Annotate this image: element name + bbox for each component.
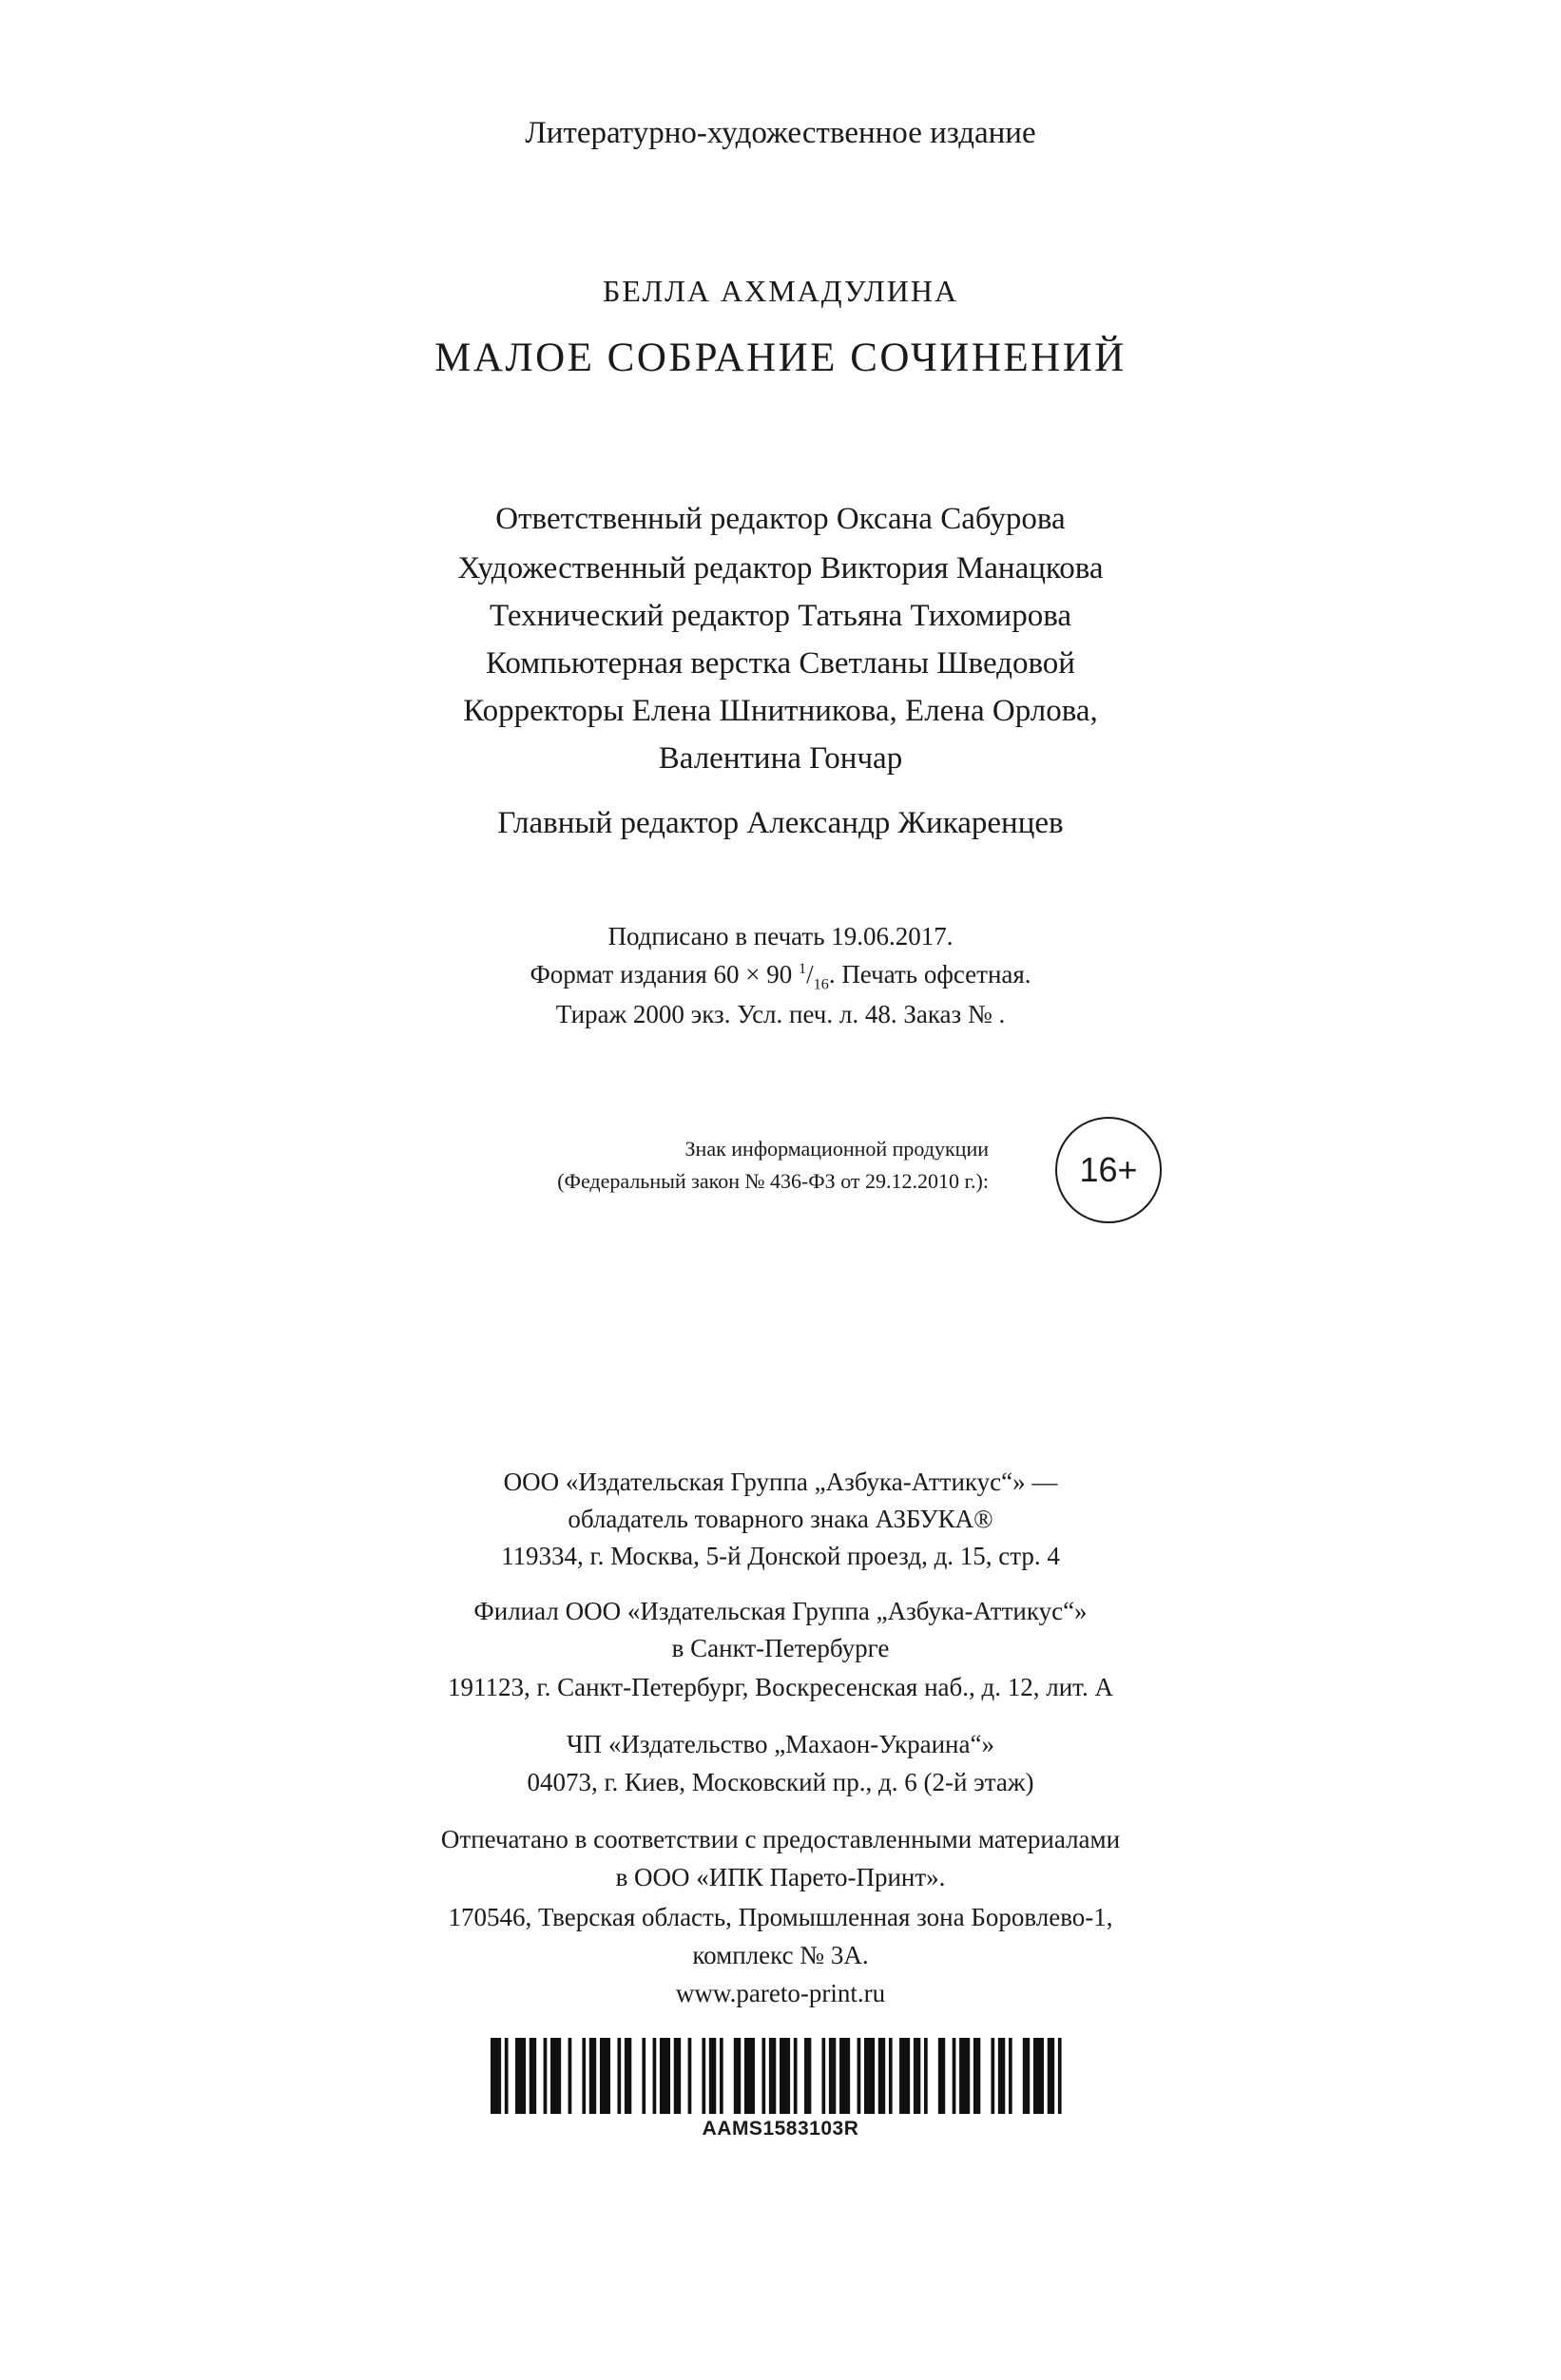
credit-line: Компьютерная верстка Светланы Шведовой [486, 646, 1075, 681]
printer-website: www.pareto-print.ru [675, 1979, 886, 2007]
barcode-bar [720, 2038, 723, 2114]
publisher-line: в Санкт-Петербурге [671, 1634, 890, 1662]
format-line: Формат издания 60 × 90 $^1/_{16}$. Печать офсетная. [530, 960, 1031, 993]
barcode-bar [839, 2038, 850, 2114]
barcode-bar [544, 2038, 548, 2114]
barcode-bar [505, 2038, 509, 2114]
credit-line: Художественный редактор Виктория Манацкова [457, 551, 1104, 585]
barcode-bar [734, 2038, 741, 2114]
barcode-bar [653, 2038, 657, 2114]
barcode-bar [914, 2038, 920, 2114]
barcode [491, 2038, 1069, 2114]
barcode-bar [642, 2038, 646, 2114]
barcode-bar [660, 2038, 670, 2114]
publisher-line: 119334, г. Москва, 5-й Донской проезд, д. 15, стр. 4 [501, 1542, 1060, 1570]
barcode-bar [953, 2038, 956, 2114]
barcode-bar [702, 2038, 705, 2114]
barcode-bar [1023, 2038, 1030, 2114]
barcode-bar [589, 2038, 596, 2114]
edition-type-label: Литературно-художественное издание [525, 116, 1036, 150]
printer-line: в ООО «ИПК Парето-Принт». [615, 1863, 946, 1891]
credit-line: Корректоры Елена Шнитникова, Елена Орлова, [463, 694, 1098, 728]
age-rating-badge: 16+ [1055, 1117, 1162, 1223]
credit-line: Валентина Гончар [658, 741, 903, 776]
barcode-bar [1058, 2038, 1062, 2114]
barcode-bar [959, 2038, 970, 2114]
publisher-line: обладатель товарного знака АЗБУКА® [568, 1505, 993, 1533]
signed-to-print: Подписано в печать 19.06.2017. [607, 922, 954, 950]
publisher-line: 04073, г. Киев, Московский пр., д. 6 (2-й этаж) [527, 1768, 1034, 1796]
barcode-bar [829, 2038, 836, 2114]
book-title: МАЛОЕ СОБРАНИЕ СОЧИНЕНИЙ [434, 336, 1127, 380]
barcode-bar [1009, 2038, 1012, 2114]
barcode-bar [899, 2038, 910, 2114]
print-run-line: Тираж 2000 экз. Усл. печ. л. 48. Заказ № . [555, 1000, 1006, 1028]
age-rating-label: Знак информационной продукции [684, 1137, 989, 1161]
barcode-bar [761, 2038, 765, 2114]
publisher-line: 191123, г. Санкт-Петербург, Воскресенская наб., д. 12, лит. А [448, 1673, 1113, 1701]
publisher-line: ООО «Издательская Группа „Азбука-Аттикус“» — [503, 1468, 1058, 1496]
barcode-bar [674, 2038, 681, 2114]
barcode-bar [794, 2038, 798, 2114]
barcode-bar [744, 2038, 755, 2114]
barcode-bar [569, 2038, 572, 2114]
barcode-bar [973, 2038, 980, 2114]
barcode-bar [1033, 2038, 1044, 2114]
publisher-line: Филиал ООО «Издательская Группа „Азбука-Аттикус“» [473, 1597, 1088, 1625]
barcode-bar [617, 2038, 621, 2114]
printer-line: 170546, Тверская область, Промышленная зона Боровлево-1, [448, 1903, 1113, 1931]
barcode-bar [924, 2038, 928, 2114]
barcode-bar [889, 2038, 893, 2114]
author-name: БЕЛЛА АХМАДУЛИНА [602, 274, 959, 308]
barcode-bar [582, 2038, 586, 2114]
age-rating-law: (Федеральный закон № 436-ФЗ от 29.12.2010 г.): [557, 1169, 989, 1193]
barcode-bar [804, 2038, 811, 2114]
barcode-bar [858, 2038, 861, 2114]
barcode-bar [769, 2038, 776, 2114]
barcode-bar [625, 2038, 631, 2114]
age-rating-block [399, 1103, 1179, 1236]
barcode-bar [688, 2038, 692, 2114]
barcode-bar [530, 2038, 536, 2114]
barcode-bar [709, 2038, 716, 2114]
barcode-bar [1048, 2038, 1054, 2114]
barcode-bar [878, 2038, 885, 2114]
barcode-bar [600, 2038, 610, 2114]
publisher-line: ЧП «Издательство „Махаон-Украина“» [567, 1730, 994, 1758]
barcode-bar [938, 2038, 945, 2114]
barcode-bar [515, 2038, 526, 2114]
barcode-bar [550, 2038, 561, 2114]
barcode-bar [780, 2038, 790, 2114]
chief-editor-line: Главный редактор Александр Жикаренцев [497, 806, 1064, 840]
barcode-bar [864, 2038, 875, 2114]
barcode-bar [991, 2038, 994, 2114]
barcode-bar [491, 2038, 501, 2114]
printer-line: комплекс № 3А. [692, 1941, 869, 1969]
credit-line: Технический редактор Татьяна Тихомирова [489, 599, 1071, 633]
barcode-bar [821, 2038, 825, 2114]
printer-line: Отпечатано в соответствии с предоставленными материалами [440, 1825, 1121, 1853]
credit-line: Ответственный редактор Оксана Сабурова [495, 502, 1066, 536]
barcode-text: AAMS1583103R [702, 2118, 859, 2140]
barcode-bar [998, 2038, 1005, 2114]
